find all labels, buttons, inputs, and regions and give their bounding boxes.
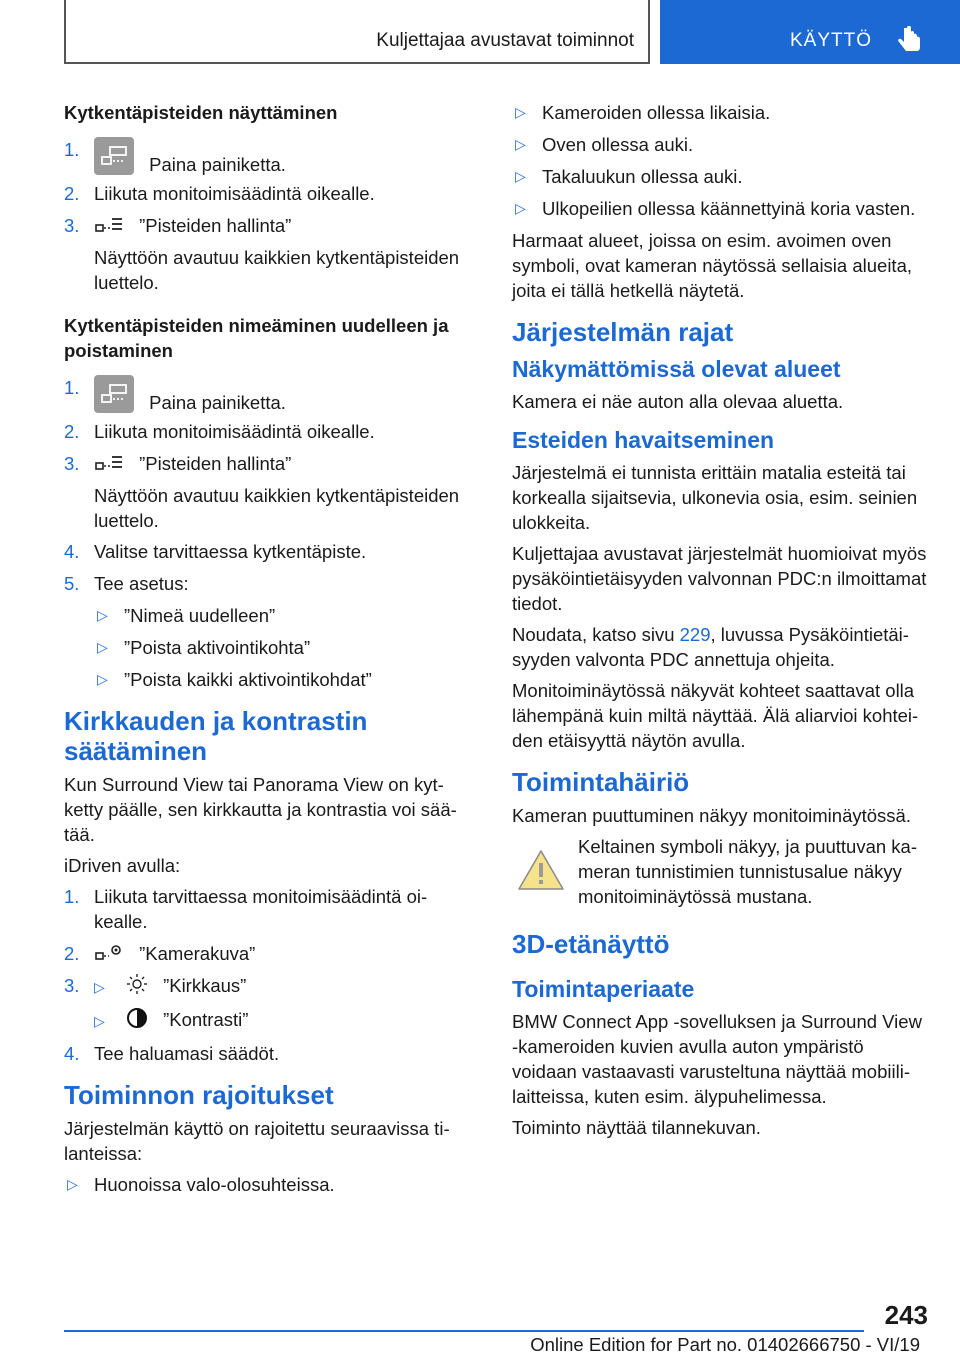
list-item: ▷ Ulkopeilien ollessa käännettyinä koria vasten. xyxy=(515,198,916,219)
list-item-text: Valitse tarvittaessa kytkentäpiste. xyxy=(94,541,367,562)
text: , luvussa Pysäköintietäisyyden valvonta PDC annettuja ohjeita. xyxy=(512,624,909,670)
heading-principle: Toimintaperiaate xyxy=(512,976,695,1002)
idrive-paragraph: iDriven avulla: xyxy=(64,855,181,876)
list-item: 4. Valitse tarvittaessa kytkentäpiste. xyxy=(64,541,367,562)
hand-pointer-icon xyxy=(896,26,922,56)
heading-system-limits: Järjestelmän rajat xyxy=(512,317,734,347)
header-tab-label: KÄYTTÖ xyxy=(790,30,873,51)
heading-brightness: Kirkkauden ja kontrastin säätäminen xyxy=(64,706,368,766)
brightness-steps-list xyxy=(64,884,472,1066)
text: Noudata, katso sivu xyxy=(512,624,680,645)
list-item-text: ”Kirkkaus” xyxy=(163,975,247,996)
invisible-paragraph: Kamera ei näe auton alla olevaa aluetta. xyxy=(512,391,844,412)
list-item-text: Kameroiden ollessa likaisia. xyxy=(542,102,771,123)
header-section-box xyxy=(64,0,650,64)
list-item-text: Ulkopeilien ollessa käännettyinä koria vasten. xyxy=(542,198,916,219)
footer-edition: Online Edition for Part no. 01402666750 - VI/19 xyxy=(530,1334,920,1355)
list-item-text: ”Kamerakuva” xyxy=(139,943,256,964)
heading-limits: Toiminnon rajoitukset xyxy=(64,1080,334,1110)
warning-note xyxy=(512,834,928,909)
contrast-icon xyxy=(126,1007,148,1029)
list-item-text: Liikuta tarvittaessa monitoimisäädintä oikealle. xyxy=(94,886,428,932)
list-item-text: ”Nimeä uudelleen” xyxy=(124,605,276,626)
grey-areas-paragraph: Harmaat alueet, joissa on esim. avoimen oven symboli, ovat kameran näytössä sellaisia alueita, joita ei tällä hetkellä näytetä. xyxy=(512,230,912,301)
heading-rename-points: Kytkentäpisteiden nimeäminen uudelleen ja poistaminen xyxy=(64,315,449,361)
list-item-text: Huonoissa valo-olosuhteissa. xyxy=(94,1174,335,1195)
list-item: 5. Tee asetus: xyxy=(64,573,189,594)
points-manage-icon xyxy=(94,453,124,473)
show-note: Näyttöön avautuu kaikkien kytkentäpisteiden luettelo. xyxy=(94,247,460,293)
heading-invisible-areas: Näkymättömissä olevat alueet xyxy=(512,356,841,382)
list-item-text: Paina painiketta. xyxy=(149,154,286,175)
list-item: 4. Tee haluamasi säädöt. xyxy=(64,1043,280,1064)
camera-button-icon[interactable] xyxy=(94,375,134,413)
list-item: ▷ Takaluukun ollessa auki. xyxy=(515,166,743,187)
show-steps-list xyxy=(64,137,472,295)
points-manage-icon xyxy=(94,215,124,235)
obstacle-paragraph-3 xyxy=(512,622,928,672)
left-column xyxy=(64,100,472,1204)
warning-text: Keltainen symboli näkyy, ja puuttuvan kameran tunnistimien tunnistusalue näkyy monitoiminäytössä mustana. xyxy=(578,836,918,907)
obstacle-paragraph-4: Monitoiminäytössä näkyvät kohteet saattavat olla lähempänä kuin miltä näyttää. Älä aliarvioi kohteiden etäisyyttä näytön avulla. xyxy=(512,680,919,751)
camera-settings-icon xyxy=(94,943,124,963)
list-item-text: Tee asetus: xyxy=(94,573,189,594)
list-item: 3. ”Pisteiden hallinta” xyxy=(64,215,292,236)
list-item-text: Oven ollessa auki. xyxy=(542,134,694,155)
footer-divider xyxy=(64,1330,864,1332)
list-item: 3. ▷ ”Kirkkaus” xyxy=(64,975,247,996)
limits-paragraph: Järjestelmän käyttö on rajoitettu seuraavissa tilanteissa: xyxy=(64,1118,450,1164)
principle-paragraph-2: Toiminto näyttää tilannekuvan. xyxy=(512,1117,761,1138)
heading-show-points: Kytkentäpisteiden näyttäminen xyxy=(64,102,338,123)
header-tab[interactable] xyxy=(660,0,960,64)
brightness-paragraph: Kun Surround View tai Panorama View on kytketty päälle, sen kirkkautta ja kontrastia voi säätää. xyxy=(64,774,457,845)
list-item-text: ”Pisteiden hallinta” xyxy=(139,453,292,474)
rename-steps-list xyxy=(64,375,472,692)
list-item-text: Liikuta monitoimisäädintä oikealle. xyxy=(94,183,375,204)
rename-options xyxy=(64,603,472,692)
list-item: 1. Liikuta tarvittaessa monitoimisäädintä oikealle. xyxy=(64,886,428,932)
page-number: 243 xyxy=(884,1300,928,1330)
list-item: ▷ ”Poista aktivointikohta” xyxy=(97,637,311,658)
list-item: ▷ Oven ollessa auki. xyxy=(515,134,694,155)
header-section-title: Kuljettajaa avustavat toiminnot xyxy=(376,30,634,51)
page-link[interactable]: 229 xyxy=(679,624,711,645)
list-item: 2. Liikuta monitoimisäädintä oikealle. xyxy=(64,183,375,204)
rename-note: Näyttöön avautuu kaikkien kytkentäpisteiden luettelo. xyxy=(94,485,460,531)
heading-fault: Toimintahäiriö xyxy=(512,767,690,797)
warning-triangle-icon xyxy=(516,848,566,892)
list-item-text: Liikuta monitoimisäädintä oikealle. xyxy=(94,421,375,442)
heading-3d-view: 3D-etänäyttö xyxy=(512,929,670,959)
list-item-text: ”Poista aktivointikohta” xyxy=(124,637,311,658)
fault-paragraph: Kameran puuttuminen näkyy monitoiminäytössä. xyxy=(512,805,911,826)
obstacle-paragraph-2: Kuljettajaa avustavat järjestelmät huomioivat myös pysäköintietäisyyden valvonnan PDC:n ilmoittamat tiedot. xyxy=(512,543,927,614)
list-item-text: ”Kontrasti” xyxy=(163,1009,249,1030)
list-item: ▷ ”Kontrasti” xyxy=(94,1009,249,1030)
list-item-text: Tee haluamasi säädöt. xyxy=(94,1043,280,1064)
list-item-text: Takaluukun ollessa auki. xyxy=(542,166,743,187)
list-item-text: Paina painiketta. xyxy=(149,392,286,413)
list-item: 1. Paina painiketta. xyxy=(64,139,286,175)
brightness-icon xyxy=(126,973,148,995)
heading-obstacle-detection: Esteiden havaitseminen xyxy=(512,427,775,453)
list-item: ▷ ”Poista kaikki aktivointikohdat” xyxy=(97,669,372,690)
list-item-text: ”Poista kaikki aktivointikohdat” xyxy=(124,669,372,690)
list-item-text: ”Pisteiden hallinta” xyxy=(139,215,292,236)
list-item: 2. Liikuta monitoimisäädintä oikealle. xyxy=(64,421,375,442)
list-item: 3. ”Pisteiden hallinta” xyxy=(64,453,292,474)
principle-paragraph-1: BMW Connect App -sovelluksen ja Surround View -kameroiden kuvien avulla auton ympäristö voidaan vastaavasti varusteltuna näyttää mobiililaitteissa, kuten esim. älypuhelimessa. xyxy=(512,1011,922,1107)
right-column xyxy=(512,100,928,1146)
obstacle-paragraph-1: Järjestelmä ei tunnista erittäin matalia esteitä tai korkealla sijaitsevia, ulkonevia osia, esim. seinien ulokkeita. xyxy=(512,462,918,533)
list-item: ▷ ”Nimeä uudelleen” xyxy=(97,605,276,626)
list-item: 1. Paina painiketta. xyxy=(64,377,286,413)
camera-button-icon[interactable] xyxy=(94,137,134,175)
list-item: ▷ Huonoissa valo-olosuhteissa. xyxy=(67,1174,335,1195)
list-item: 2. ”Kamerakuva” xyxy=(64,943,256,964)
list-item: ▷ Kameroiden ollessa likaisia. xyxy=(515,102,771,123)
